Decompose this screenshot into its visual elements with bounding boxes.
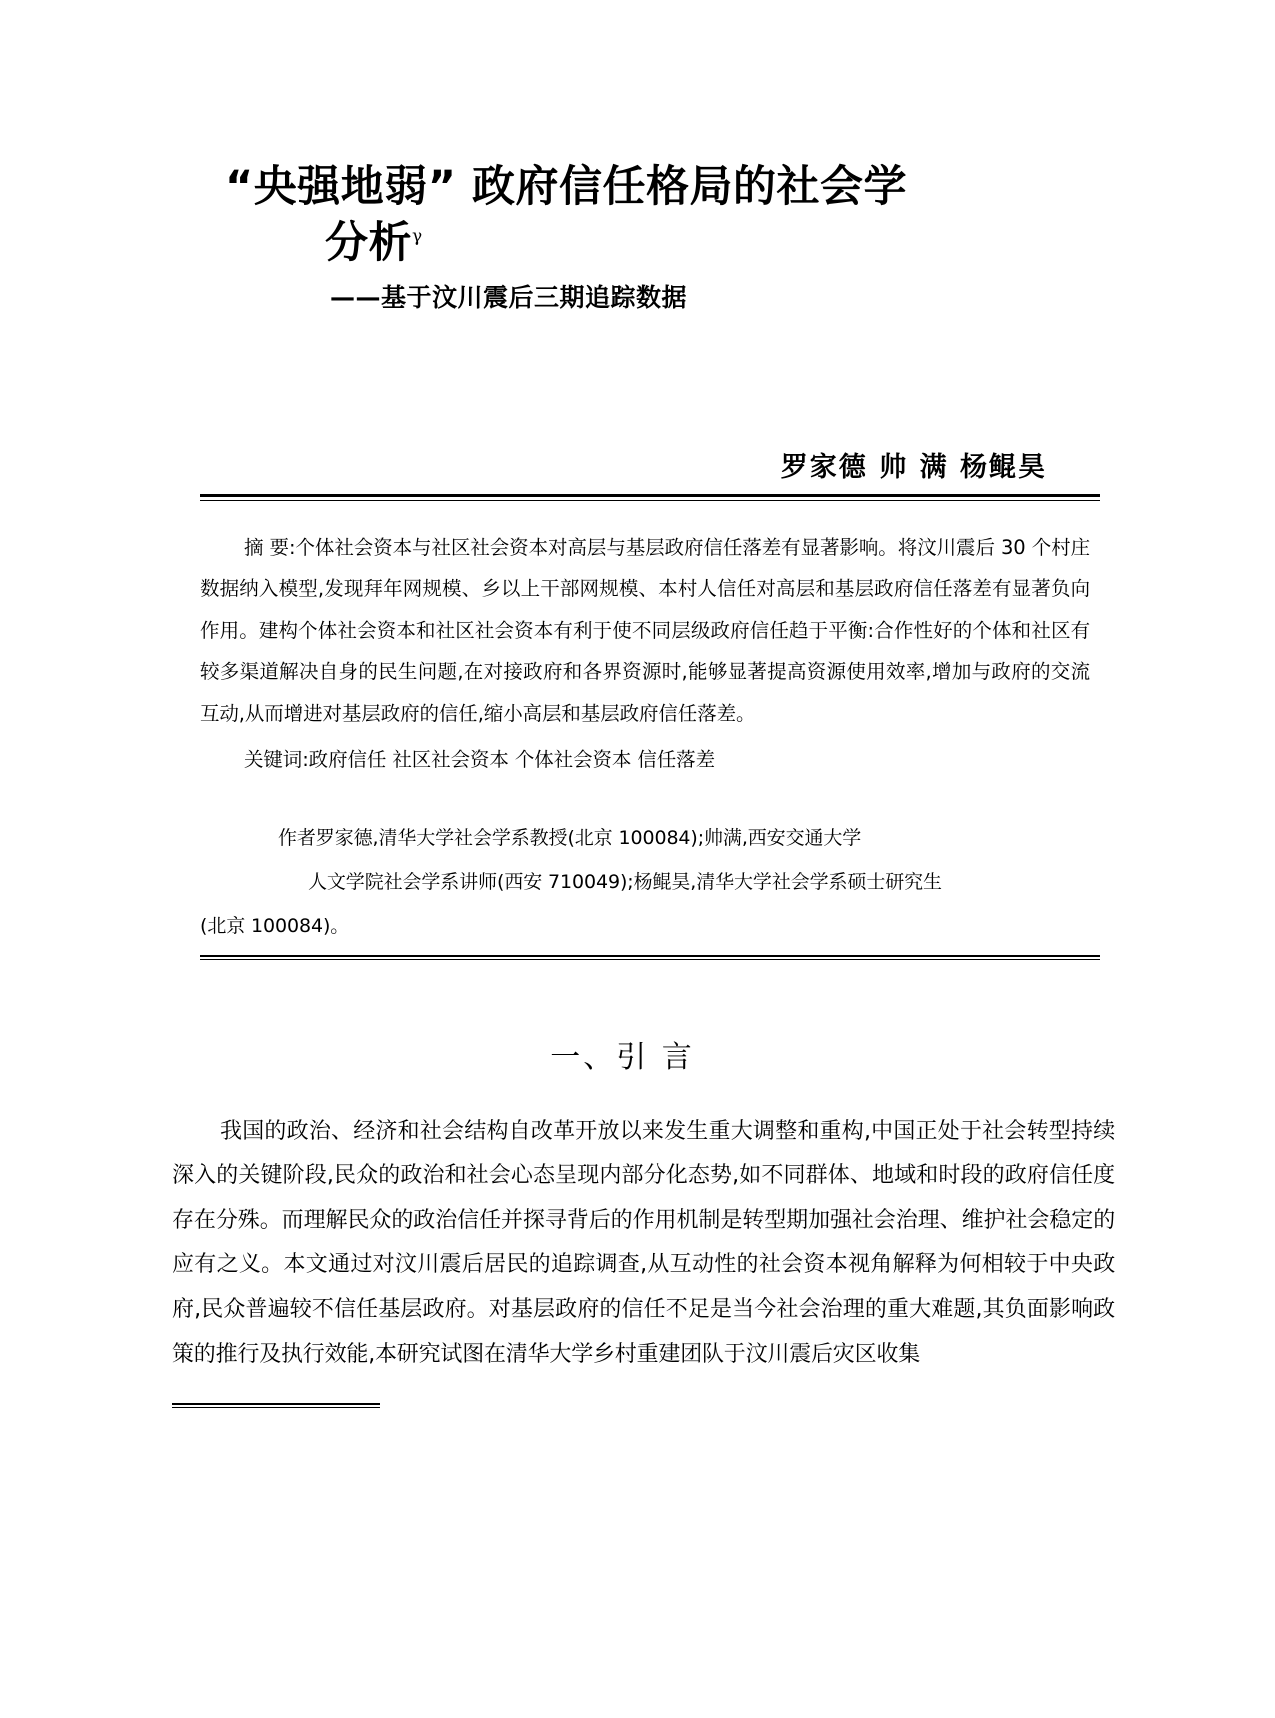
title-main-text: “央强地弱” 政府信任格局的社会学 (225, 162, 907, 212)
abstract-text: 摘 要:个体社会资本与社区社会资本对高层与基层政府信任落差有显著影响。将汶川震后 30 个村庄数据纳入模型,发现拜年网规模、乡以上干部网规模、本村人信任对高层和基层政府信任落差有显著负向作用。建构个体社会资本和社区社会资本有利于使不同层级政府信任趋于平衡:合作性好的个体和社区有较多渠道解决自身的民生问题,在对接政府和各界资源时,能够显著提高资源使用效率,增加与政府的交流互动,从而增进对基层政府的信任,缩小高层和基层政府信任落差。 (200, 535, 1090, 725)
abstract-top-rule (200, 494, 1100, 501)
title-block (0, 160, 1275, 315)
author-list: 罗家德 帅 满 杨鲲昊 (780, 451, 1047, 483)
affiliation-line-1: 作者罗家德,清华大学社会学系教授(北京 100084);帅满,西安交通大学 (278, 827, 862, 850)
affiliation-line-2: 人文学院社会学系讲师(西安 710049);杨鲲昊,清华大学社会学系硕士研究生 (308, 871, 942, 894)
footnote-separator-rule (172, 1403, 380, 1408)
title-footnote-marker: γ (412, 226, 423, 247)
body-paragraph: 我国的政治、经济和社会结构自改革开放以来发生重大调整和重构,中国正处于社会转型持续深入的关键阶段,民众的政治和社会心态呈现内部分化态势,如不同群体、地域和时段的政府信任度存在分殊。而理解民众的政治信任并探寻背后的作用机制是转型期加强社会治理、维护社会稳定的应有之义。本文通过对汶川震后居民的追踪调查,从互动性的社会资本视角解释为何相较于中央政府,民众普遍较不信任基层政府。对基层政府的信任不足是当今社会治理的重大难题,其负面影响政策的推行及执行效能,本研究试图在清华大学乡村重建团队于汶川震后灾区收集 (172, 1118, 1115, 1367)
page-title (225, 160, 1105, 272)
author-affiliation-block (0, 817, 1275, 948)
keywords-text: 关键词:政府信任 社区社会资本 个体社会资本 信任落差 (244, 748, 715, 772)
affiliation-line-3: (北京 100084)。 (200, 914, 350, 937)
abstract-block (0, 527, 1275, 780)
section-body-introduction (0, 1110, 1275, 1378)
title-second-line-text: 分析 (325, 217, 412, 268)
section-heading-introduction: 一、引 言 (550, 1039, 695, 1075)
page-subtitle: ——基于汶川震后三期追踪数据 (330, 282, 688, 312)
title-second-line (225, 216, 1105, 272)
affiliation-bottom-rule (200, 955, 1100, 960)
